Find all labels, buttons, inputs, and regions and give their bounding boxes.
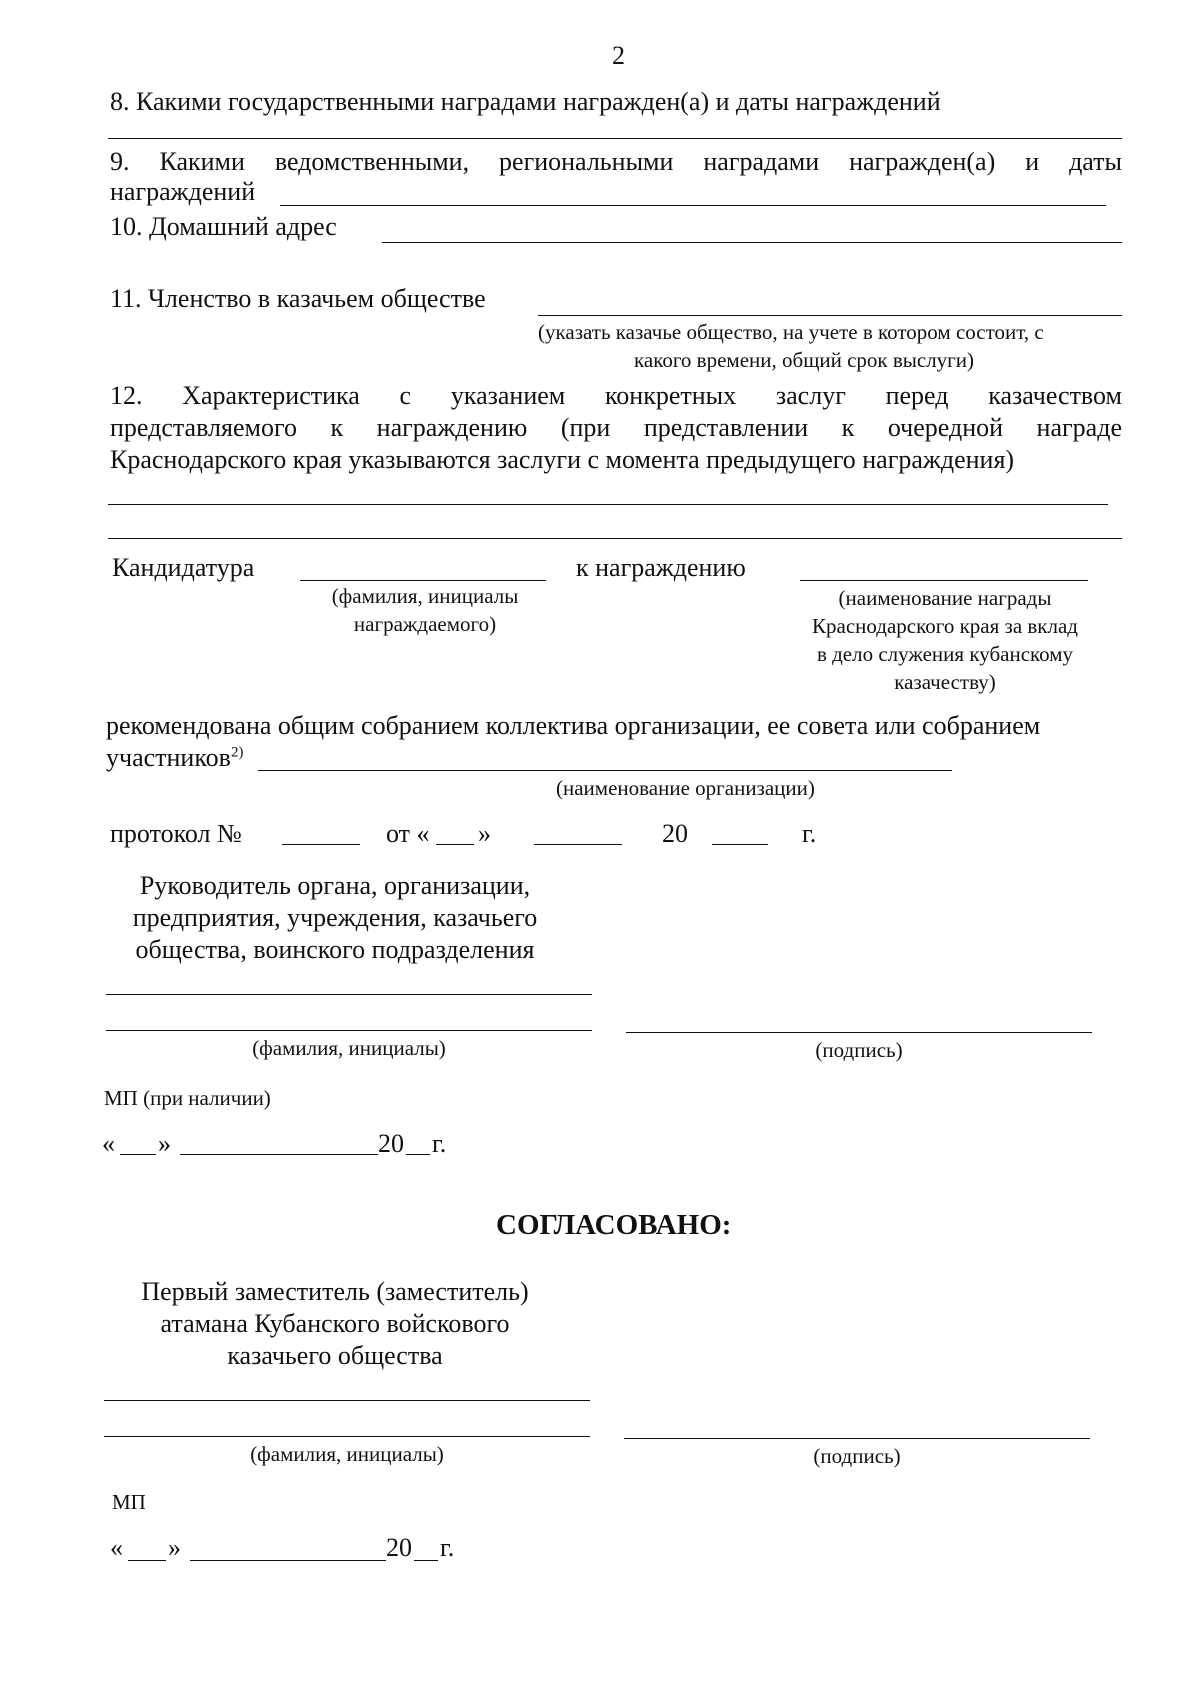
item-10-answer-line[interactable] [382, 242, 1122, 243]
item-10-label: 10. Домашний адрес [110, 212, 337, 241]
organization-name-hint: (наименование организации) [556, 776, 815, 800]
head-date-year-suffix: г. [432, 1129, 447, 1158]
recommendation-line1: рекомендована общим собранием коллектива организации, ее совета или собранием [106, 711, 1041, 740]
item-9-answer-line[interactable] [280, 205, 1106, 206]
head-date-open: « [102, 1129, 115, 1158]
award-name-line[interactable] [800, 580, 1088, 581]
award-hint-line1: (наименование награды [838, 586, 1052, 610]
approver-date-open: « [110, 1533, 123, 1562]
head-title-line1: Руководитель органа, организации, [139, 871, 531, 900]
head-date-month-line[interactable] [180, 1154, 378, 1155]
footnote-mark: 2) [230, 744, 244, 761]
item-11-answer-line[interactable] [538, 315, 1122, 316]
head-position-line[interactable] [106, 994, 592, 995]
award-hint-line4: казачеству) [894, 670, 996, 694]
approver-signature-hint: (подпись) [813, 1444, 901, 1468]
protocol-label: протокол № [110, 819, 242, 848]
head-title-line2: предприятия, учреждения, казачьего [132, 903, 538, 932]
approver-date-day-line[interactable] [128, 1560, 166, 1561]
to-award-label: к награждению [576, 553, 746, 582]
item-9-label-line2: награждений [110, 177, 256, 206]
award-hint-line2: Краснодарского края за вклад [812, 614, 1078, 638]
item-12-label-line2: представляемого к награждению (при представлении к очередной награде [110, 413, 1122, 442]
head-title-line3: общества, воинского подразделения [135, 935, 535, 964]
approver-signature-line[interactable] [624, 1438, 1090, 1439]
protocol-month-line[interactable] [534, 844, 622, 845]
head-date-year-prefix: 20 [378, 1129, 404, 1158]
item-11-hint-line1: (указать казачье общество, на учете в котором состоит, с [538, 320, 1044, 344]
recommendation-line2 [106, 742, 243, 773]
approver-title-line1: Первый заместитель (заместитель) [141, 1277, 529, 1306]
item-8-label: 8. Какими государственными наградами награжден(а) и даты награждений [110, 87, 941, 116]
head-date-close: » [158, 1129, 171, 1158]
candidate-name-line[interactable] [300, 580, 546, 581]
protocol-year-suffix: г. [802, 819, 817, 848]
item-9-label-line1: 9. Какими ведомственными, региональными наградами награжден(а) и даты [110, 147, 1122, 176]
protocol-number-line[interactable] [282, 844, 360, 845]
approver-date-year-suffix: г. [440, 1533, 455, 1562]
item-12-answer-line1[interactable] [108, 504, 1108, 505]
head-name-hint: (фамилия, инициалы) [252, 1036, 446, 1060]
head-date-year-line[interactable] [406, 1154, 430, 1155]
head-stamp-label: МП (при наличии) [104, 1086, 271, 1110]
candidate-name-hint-line1: (фамилия, инициалы [331, 584, 519, 608]
candidacy-label: Кандидатура [112, 553, 255, 582]
approved-heading: СОГЛАСОВАНО: [496, 1209, 732, 1241]
organization-name-line[interactable] [258, 770, 952, 771]
protocol-from-close: » [478, 819, 491, 848]
protocol-day-line[interactable] [436, 844, 474, 845]
head-signature-hint: (подпись) [815, 1038, 903, 1062]
item-11-hint-line2: какого времени, общий срок выслуги) [634, 348, 975, 372]
approver-date-year-prefix: 20 [386, 1533, 412, 1562]
item-12-label-line1: 12. Характеристика с указанием конкретных заслуг перед казачеством [110, 381, 1122, 410]
approver-title-line2: атамана Кубанского войскового [160, 1309, 510, 1338]
approver-title-line3: казачьего общества [227, 1341, 443, 1370]
protocol-from-label: от « [386, 819, 430, 848]
head-name-line[interactable] [106, 1030, 592, 1031]
approver-date-year-line[interactable] [414, 1560, 438, 1561]
approver-name-line[interactable] [104, 1436, 590, 1437]
approver-position-line[interactable] [104, 1400, 590, 1401]
protocol-year-line[interactable] [712, 844, 768, 845]
page-number: 2 [612, 41, 625, 70]
protocol-year-prefix: 20 [662, 819, 688, 848]
head-signature-line[interactable] [626, 1032, 1092, 1033]
approver-date-close: » [168, 1533, 181, 1562]
item-12-answer-line2[interactable] [108, 538, 1122, 539]
item-8-answer-line[interactable] [108, 138, 1122, 139]
head-date-day-line[interactable] [120, 1154, 156, 1155]
item-12-label-line3: Краснодарского края указываются заслуги с момента предыдущего награждения) [110, 445, 1015, 474]
candidate-name-hint-line2: награждаемого) [353, 612, 497, 636]
approver-name-hint: (фамилия, инициалы) [250, 1442, 444, 1466]
approver-stamp-label: МП [112, 1490, 146, 1514]
approver-date-month-line[interactable] [190, 1560, 386, 1561]
participants-label: участников [106, 743, 231, 772]
item-11-label: 11. Членство в казачьем обществе [110, 284, 486, 313]
award-hint-line3: в дело служения кубанскому [816, 642, 1074, 666]
